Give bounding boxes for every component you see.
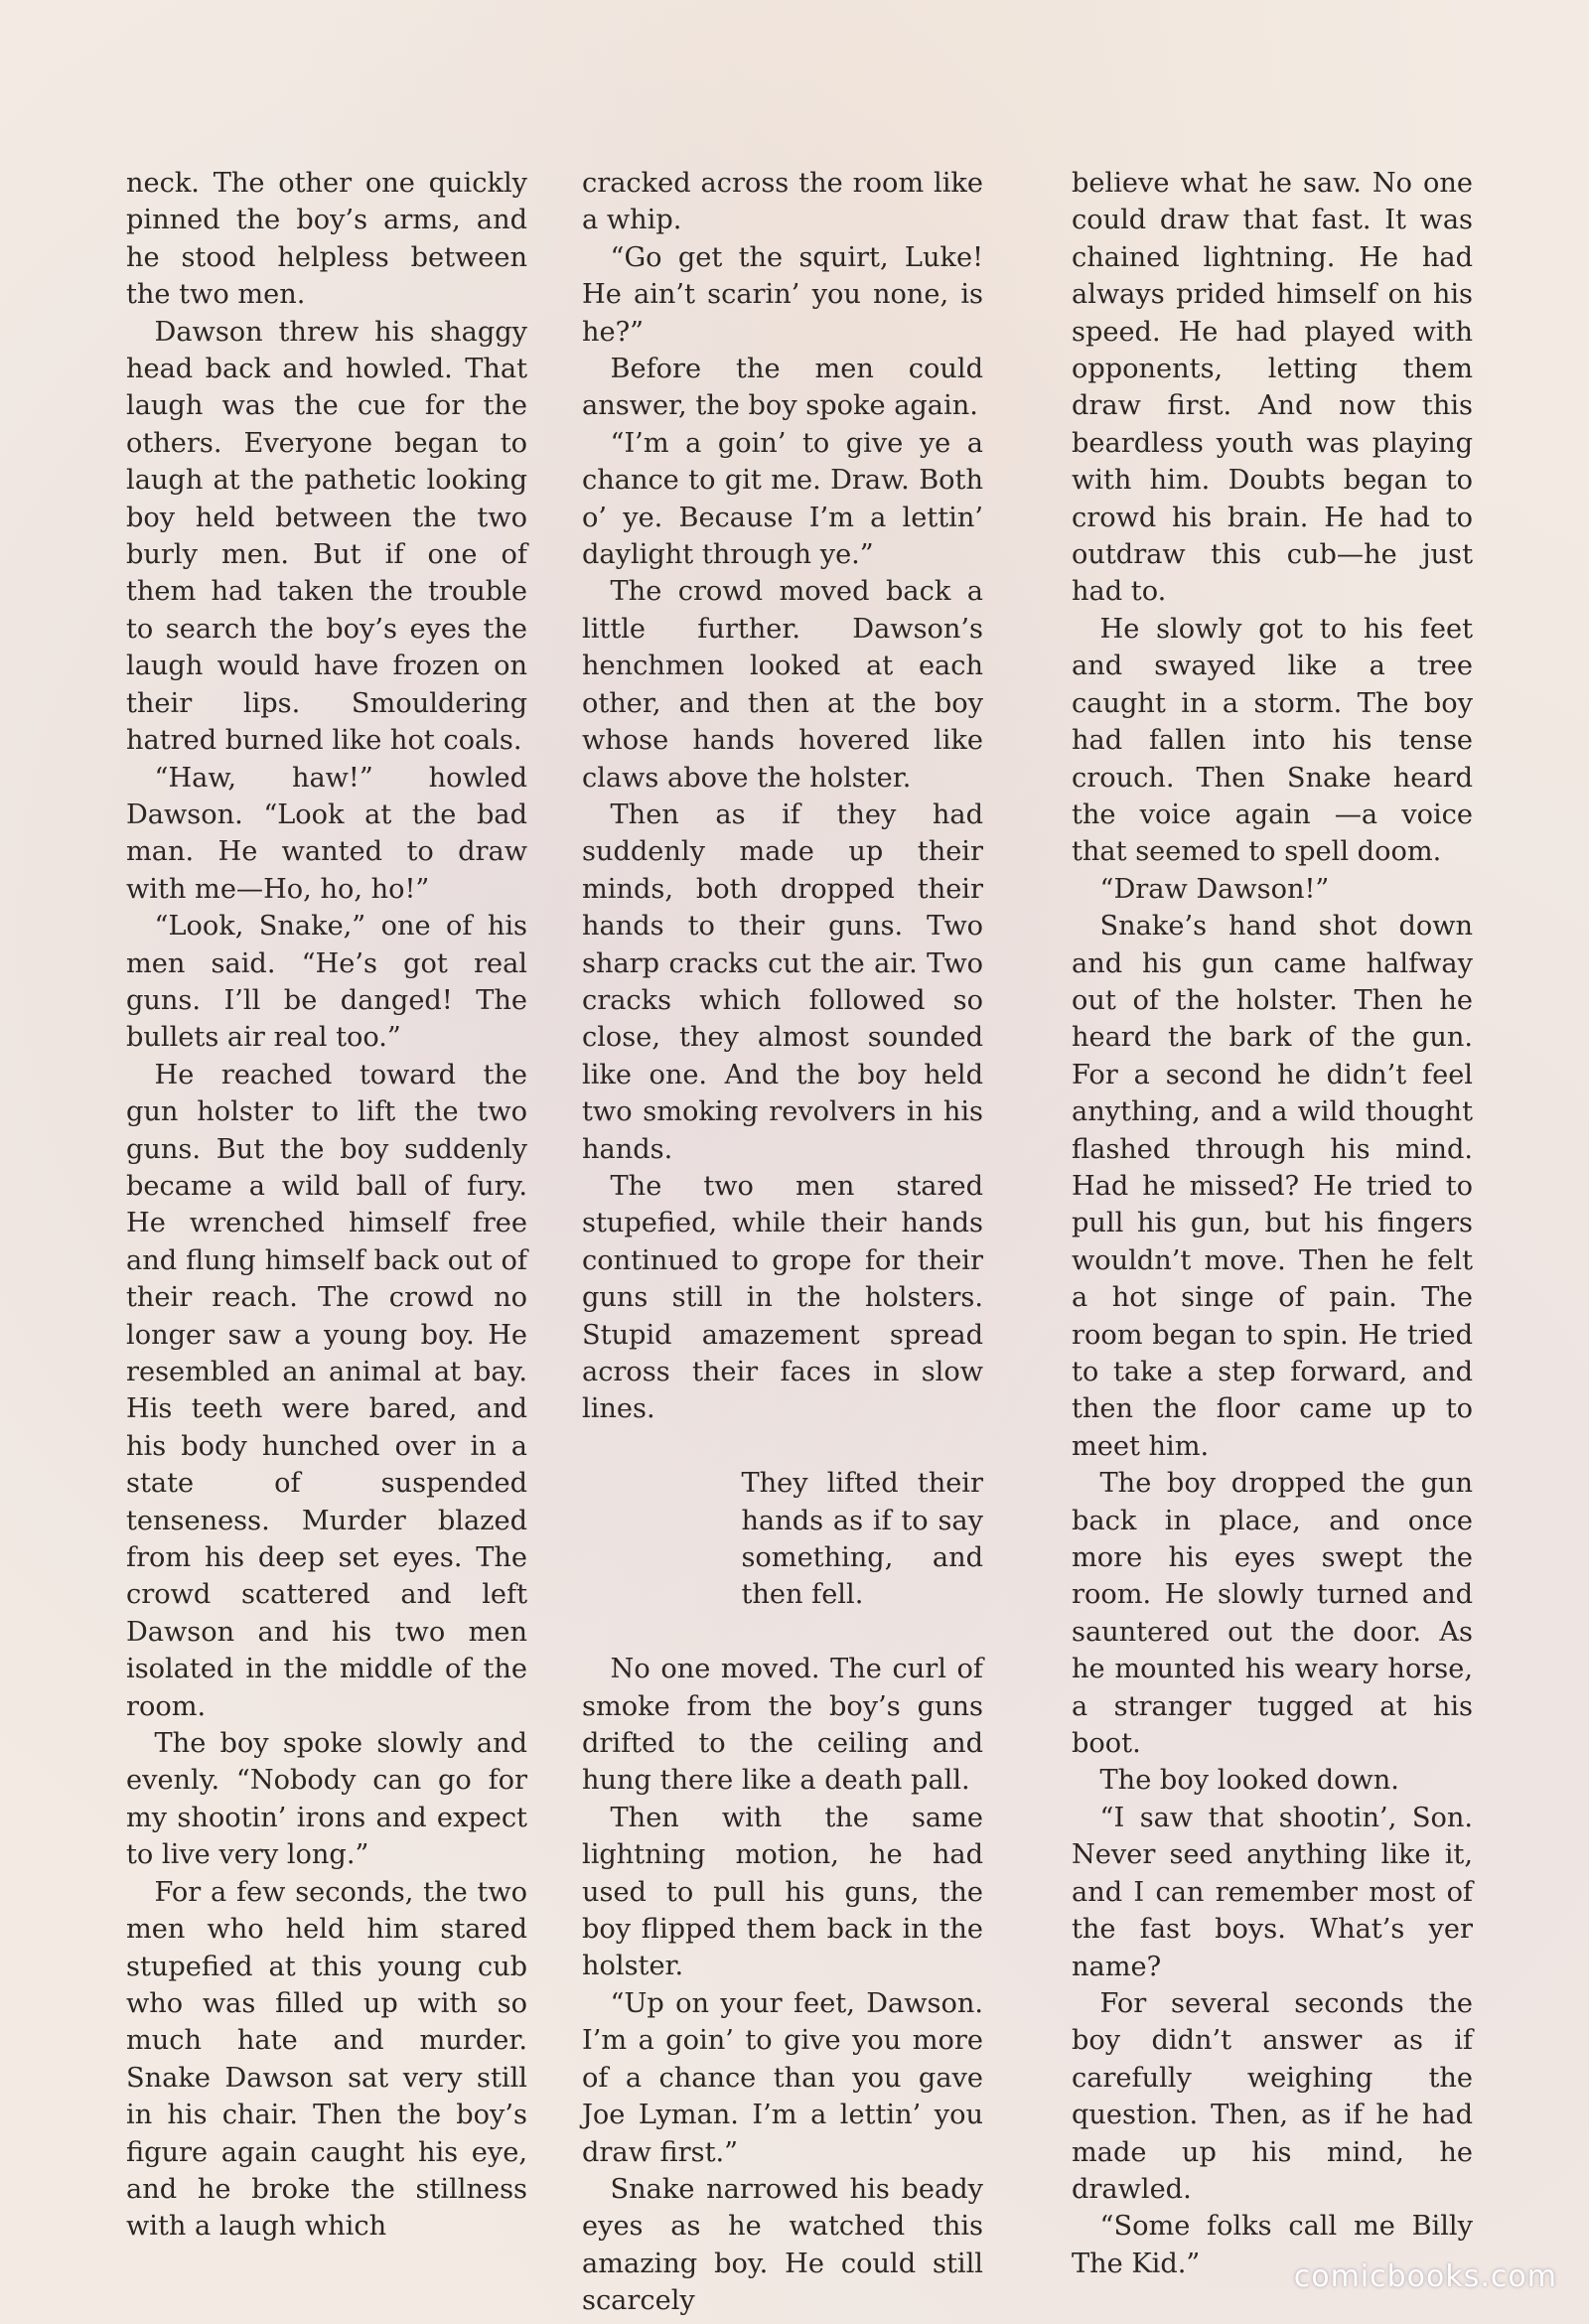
paragraph: The crowd moved back a little further. Dawson’s henchmen looked at each other, and then at the boy whose hands hovered like claws above the holster. — [582, 576, 983, 794]
site-watermark: comicbooks.com — [1293, 2259, 1557, 2294]
paragraph-gap — [582, 1614, 983, 1651]
paragraph: “Go get the squirt, Luke! He ain’t scarin’ you none, is he?” — [582, 241, 983, 348]
paragraph: “I saw that shootin’, Son. Never seed anything like it, and I can remember most of the fast boys. What’s yer name? — [1072, 1802, 1473, 1982]
paragraph: “Up on your feet, Dawson. I’m a goin’ to give you more of a chance than you gave Joe Lyman. I’m a lettin’ you draw first.” — [582, 1987, 983, 2168]
paragraph: The boy spoke slowly and evenly. “Nobody can go for my shootin’ irons and expect to live very long.” — [126, 1728, 527, 1871]
paragraph: believe what he saw. No one could draw that fast. It was chained lightning. He had always prided himself on his speed. He had played with opponents, letting them draw first. And now this beardless youth was playing with him. Doubts began to crowd his brain. He had to outdraw this cub—he just had to. — [1072, 168, 1473, 608]
paragraph: “Some folks call me Billy The Kid.” — [1072, 2211, 1473, 2279]
paragraph: Dawson threw his shaggy head back and howled. That laugh was the cue for the others. Everyone began to laugh at the pathetic looking boy held between the two burly men. But if one of them had taken the trouble to search the boy’s eyes the laugh would have frozen on their lips. Smouldering hatred burned like hot coals. — [126, 316, 527, 757]
paragraph: He reached toward the gun holster to lift the two guns. But the boy suddenly became a wild ball of fury. He wrenched himself free and flung himself back out of their reach. The crowd no longer saw a young boy. He resembled an animal at bay. His teeth were bared, and his body hunched over in a state of suspended tenseness. Murder blazed from his deep set eyes. The crowd scattered and left Dawson and his two men isolated in the middle of the room. — [126, 1059, 527, 1722]
paragraph: The boy dropped the gun back in place, and once more his eyes swept the room. He slowly turned and sauntered out the door. As he mounted his weary horse, a stranger tugged at his boot. — [1072, 1468, 1473, 1760]
paragraph: They lifted their hands as if to say something, and then fell. — [741, 1468, 983, 1611]
text-column-middle — [582, 165, 983, 2320]
paragraph: “Haw, haw!” howled Dawson. “Look at the bad man. He wanted to draw with me—Ho, ho, ho!” — [126, 762, 527, 905]
paragraph: He slowly got to his feet and swayed like a tree caught in a storm. The boy had fallen into his tense crouch. Then Snake heard the voice again —a voice that seemed to spell doom. — [1072, 613, 1473, 868]
paragraph: The boy looked down. — [1099, 1765, 1399, 1797]
paragraph: For a few seconds, the two men who held him stared stupefied at this young cub who was filled up with so much hate and murder. Snake Dawson sat very still in his chair. Then the boy’s figure again caught his eye, and he broke the stillness with a laugh which — [126, 1876, 527, 2243]
paragraph: No one moved. The curl of smoke from the boy’s guns drifted to the ceiling and hung there like a death pall. — [582, 1654, 983, 1797]
paragraph: Snake’s hand shot down and his gun came halfway out of the holster. Then he heard the bark of the gun. For a second he didn’t feel anything, and a wild thought flashed through his mind. Had he missed? He tried to pull his gun, but his fingers wouldn’t move. Then he felt a hot singe of pain. The room began to spin. He tried to take a step forward, and then the floor came up to meet him. — [1072, 911, 1473, 1462]
paragraph: Then with the same lightning motion, he had used to pull his guns, the boy flipped them back in the holster. — [582, 1802, 983, 1982]
paragraph: Then as if they had suddenly made up their minds, both dropped their hands to their guns. Two sharp cracks cut the air. Two cracks which followed so close, they almost sounded like one. And the boy held two smoking revolvers in his hands. — [582, 799, 983, 1165]
paragraph: neck. The other one quickly pinned the boy’s arms, and he stood helpless between the two men. — [126, 168, 527, 311]
paragraph: For several seconds the boy didn’t answer as if carefully weighing the question. Then, as if he had made up his mind, he drawled. — [1072, 1987, 1473, 2205]
paragraph-gap — [582, 1428, 983, 1465]
text-column-right — [1072, 165, 1473, 2282]
paragraph: cracked across the room like a whip. — [582, 168, 983, 236]
paragraph: Snake narrowed his beady eyes as he watched this amazing boy. He could still scarcely — [582, 2173, 983, 2317]
paragraph: “Look, Snake,” one of his men said. “He’s got real guns. I’ll be danged! The bullets air real too.” — [126, 911, 527, 1054]
paragraph: Before the men could answer, the boy spoke again. — [582, 354, 983, 422]
text-column-left — [126, 165, 527, 2246]
paragraph: “Draw Dawson!” — [1099, 873, 1330, 905]
paragraph: “I’m a goin’ to give ye a chance to git me. Draw. Both o’ ye. Because I’m a lettin’ daylight through ye.” — [582, 427, 983, 571]
paragraph: The two men stared stupefied, while their hands continued to grope for their guns still in the holsters. Stupid amazement spread across their faces in slow lines. — [582, 1170, 983, 1425]
